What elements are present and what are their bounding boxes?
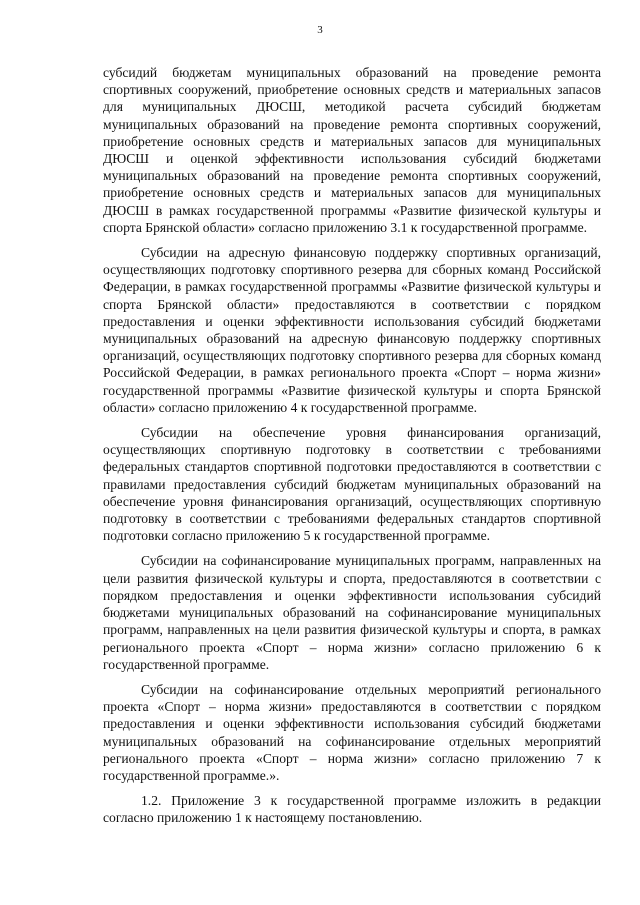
paragraph-subsidy-financial-support: Субсидии на адресную финансовую поддержку спортивных организаций, осуществляющих подготовку спортивного резерва для сборных команд Российской Федерации, в рамках государственной программы «Развитие физической культуры и спорта Брянской области» предоставляются в соответствии с порядком предоставления и оценки эффективности использования субсидий бюджетами муниципальных образований на адресную финансовую поддержку спортивных организаций, осуществляющих подготовку спортивного резерва для сборных команд Российской Федерации, в рамках регионального проекта «Спорт – норма жизни» государственной программы «Развитие физической культуры и спорта Брянской области» согласно приложению 4 к государственной программе.: [103, 245, 601, 415]
page-number: 3: [317, 24, 323, 36]
paragraph-subsidy-regional-project: Субсидии на софинансирование отдельных мероприятий регионального проекта «Спорт – норма жизни» предоставляются в соответствии с порядком предоставления и оценки эффективности использования субсидий бюджетами муниципальных образований на софинансирование отдельных мероприятий регионального проекта «Спорт – норма жизни» согласно приложению 7 к государственной программе.».: [103, 681, 601, 783]
paragraph-subsidy-funding-level: Субсидии на обеспечение уровня финансирования организаций, осуществляющих спортивную подготовку в соответствии с требованиями федеральных стандартов спортивной подготовки предоставляются в соответствии с правилами предоставления субсидий бюджетам муниципальных образований на обеспечение уровня финансирования организаций, осуществляющих спортивную подготовку в соответствии с требованиями федеральных стандартов спортивной подготовки согласно приложению 5 к государственной программе.: [103, 425, 601, 544]
document-body: [103, 64, 601, 835]
paragraph-clause-1-2: 1.2. Приложение 3 к государственной программе изложить в редакции согласно приложению 1 к настоящему постановлению.: [103, 793, 601, 826]
paragraph-subsidy-municipal-programs: Субсидии на софинансирование муниципальных программ, направленных на цели развития физической культуры и спорта, предоставляются в соответствии с порядком предоставления и оценки эффективности использования субсидий бюджетами муниципальных образований на софинансирование муниципальных программ, направленных на цели развития физической культуры и спорта, в рамках регионального проекта «Спорт – норма жизни» согласно приложению 6 к государственной программе.: [103, 553, 601, 672]
paragraph-continuation: субсидий бюджетам муниципальных образований на проведение ремонта спортивных сооружений, приобретение основных средств и материальных запасов для муниципальных ДЮСШ, методикой расчета субсидий бюджетам муниципальных образований на проведение ремонта спортивных сооружений, приобретение основных средств и материальных запасов для муниципальных ДЮСШ и оценкой эффективности использования субсидий бюджетами муниципальных образований на проведение ремонта спортивных сооружений, приобретение основных средств и материальных запасов для муниципальных ДЮСШ в рамках государственной программы «Развитие физической культуры и спорта Брянской области» согласно приложению 3.1 к государственной программе.: [103, 65, 601, 235]
